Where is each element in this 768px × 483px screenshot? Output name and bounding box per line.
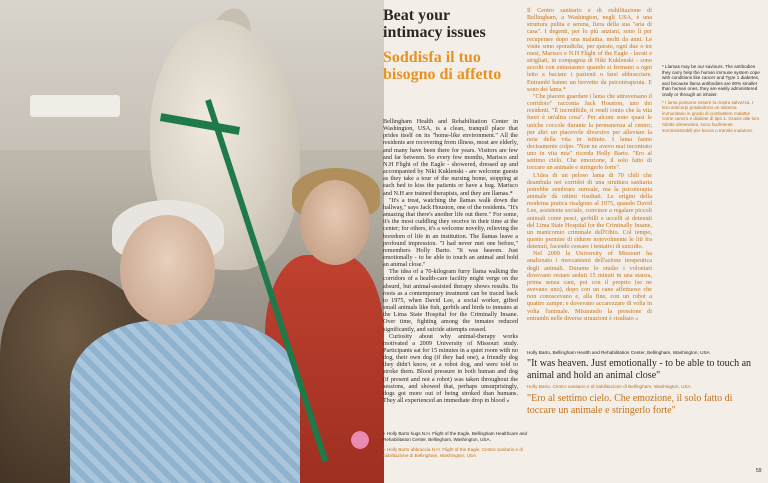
body-paragraph: The idea of a 70-kilogram furry llama walking the corridors of a health-care facility might verge on the absurd, but animal-assisted therapy shows results. Its roots as a contemporary treatment can be traced back to 1975, when David Lee, a social worker, gifted small animals like fish, gerbils and birds to inmates at the Lima State Hospital for the Criminally Insane. Over time, fighting among the inmates reduced significantly, and suicide attempts ceased.	[383, 268, 518, 333]
body-paragraph: Bellingham Health and Rehabilitation Center in Washington, USA, is a clean, tranquil place that prides itself on its "home-like environment." All the residents are recovering from illness, most are elderly, and many have been there for years. Visitors are few and far between. So every few months, Marisco and N.H Flight of the Eagle - showered, dressed up and accompanied by Niki Kuklenski - are welcome guests as they take a tour of the nursing home, stopping at each bed to kiss the patients or have a hug. Marisco and N.H are trained therapists, and they are llamas.*	[383, 118, 518, 197]
smiling-woman-face	[300, 180, 370, 265]
body-column-italian	[527, 7, 652, 347]
body-paragraph-italian: Il Centro sanitario e di riabilitazione di Bellingham, a Washington, negli USA, è una struttura pulita e serena, fiera della sua "aria di casa". I degenti, per lo più anziani, sono lì per recuperare dopo una malattia, molti da anni. Le visite sono sporadiche, per questo, ogni due o tre mesi, Marisco e N.H Flight of the Eagle - lavati e strigliati, in compagnia di Niki Kuklenski - sono accolti con entusiasmo quando si fermano a ogni letto a baciare i pazienti o farsi abbracciare. Entrambi hanno un brevetto da psicoterapeuta. E sono dei lama.*	[527, 7, 652, 93]
article-title-italian: Soddisfa il tuo bisogno di affetto	[383, 49, 502, 83]
quote-credit: Holly Barto, Bellingham Health and Rehabilitation Center, Bellingham, Washington, USA	[527, 350, 710, 355]
ceiling-light	[30, 95, 120, 117]
footnote-italian: * I lama possono essere la nostra salvezza. I loro anticorpi possiedono un sistema immunitario in grado di combattere malattie come cancro e diabete di tipo 1. Grazie alle loro ridotte dimensioni, sono facilmente somministrabili per bocca o tramite inalatore.	[662, 99, 760, 133]
body-paragraph-italian: Nel 2009 la University of Missouri ha analizzato i meccanismi dell'azione terapeutica degli animali. Durante lo studio i volontari dovevano restare seduti 15 minuti in una stanza, prima senza cani, poi con il proprio (se ne avevano uno), dopo con un cane affettuoso che non conoscevano e, alla fine, con un robot a quattro zampe; e dovevano accarezzare di volta in volta l'animale. Misurando la pressione di entrambi nelle diverse situazioni è risultato »	[527, 250, 652, 322]
body-column-english	[383, 118, 518, 438]
footnote-english: * Llamas may be our saviours. The antibodies they carry help the human immune system cope with conditions like cancer and Type 1 diabetes, and because llama antibodies are 90% smaller than human ones, they are easily administered orally or through an inhaler.	[662, 64, 760, 97]
pull-quote: "It was heaven. Just emotionally - to be able to touch an animal and hold an animal close"	[527, 358, 752, 381]
body-paragraph: Curiosity about why animal-therapy works motivated a 2009 University of Missouri study. Participants sat for 15 minutes in a quiet room with no dog, their own dog (if they had one), a friendly dog they didn't know, or a robot dog, and were told to stroke them. Blood pressure in both human and dog (if present and not a robot) was taken throughout the sessions, and showed that, perhaps unsurprisingly, dogs got more out of being stroked than humans. They all experienced an immediate drop in blood »	[383, 332, 518, 405]
elderly-woman-sweater	[70, 320, 300, 483]
article-title: Beat your intimacy issues	[383, 7, 486, 41]
body-paragraph-italian: "Che piacere guardare i lama che attraversano il corridoio" racconta Jack Houston, uno dei residenti. "È incredibile, ti rendi conto che la vita fuori è un'altra cosa". Per alcuni sono quasi le uniche coccole durante la permanenza al centro; per altri un piacevole diversivo per alleviare la noia della vita in istituto. I lama fanno decisamente colpo. "Non ne avevo mai incontrato uno in vita mia" ricorda Holly Barto. "Ero al settimo cielo. Che emozione, il solo fatto di toccare un animale e stringerlo forte".	[527, 92, 652, 172]
footnote	[662, 64, 760, 133]
page-number: 59	[756, 468, 762, 474]
body-paragraph-italian: L'idea di un peloso lama di 70 chili che deambula nei corridoi di una struttura sanitaria potrebbe sembrare surreale, ma la psicoterapia animale dà ottimi risultati. Le origini della moderna pratica risalgono al 1975, quando David Lee, assistente sociale, convinse a regalare piccoli animali come pesci, gerbilli e uccelli ai detenuti del Lima State Hospital for the Criminally Insane, un manicomio criminale dell'Ohio. Col tempo, questo permise di ridurre notevolmente le liti fra detenuti, facendo cessare i tentativi di suicidio.	[527, 171, 652, 251]
quote-credit-italian: Holly Barto, Centro sanitario e di riabilitazione di Bellingham, Washington, USA	[527, 384, 691, 389]
body-paragraph: "It's a treat, watching the llamas walk down the hallway," says Jack Houston, one of the residents. "It's amazing that there's another life out there." For some, it's the most cuddling they receive in their time at the center; for others, it's a welcome novelty, relieving the boredom of life in an institution. The llamas leave a profound impression. "I had never met one before," remembers Holly Barto. "It was heaven. Just emotionally - to be able to touch an animal and hold an animal close."	[383, 196, 518, 269]
flower-decoration	[345, 420, 375, 460]
elderly-woman-face	[120, 215, 215, 325]
pull-quote-italian: "Ero al settimo cielo. Che emozione, il solo fatto di toccare un animale e stringerlo forte"	[527, 393, 733, 416]
photo-caption-italian: « Holly Barto abbraccia N.H. Flight of the Eagle, Centro sanitario e di riabilitazione di Bellingham, Washington, USA.	[383, 447, 523, 458]
photo-caption: « Holly Barto hugs N.H. Flight of the Eagle, Bellingham Healthcare and Rehabilitation Center, Bellingham, Washington, USA.	[383, 431, 528, 442]
